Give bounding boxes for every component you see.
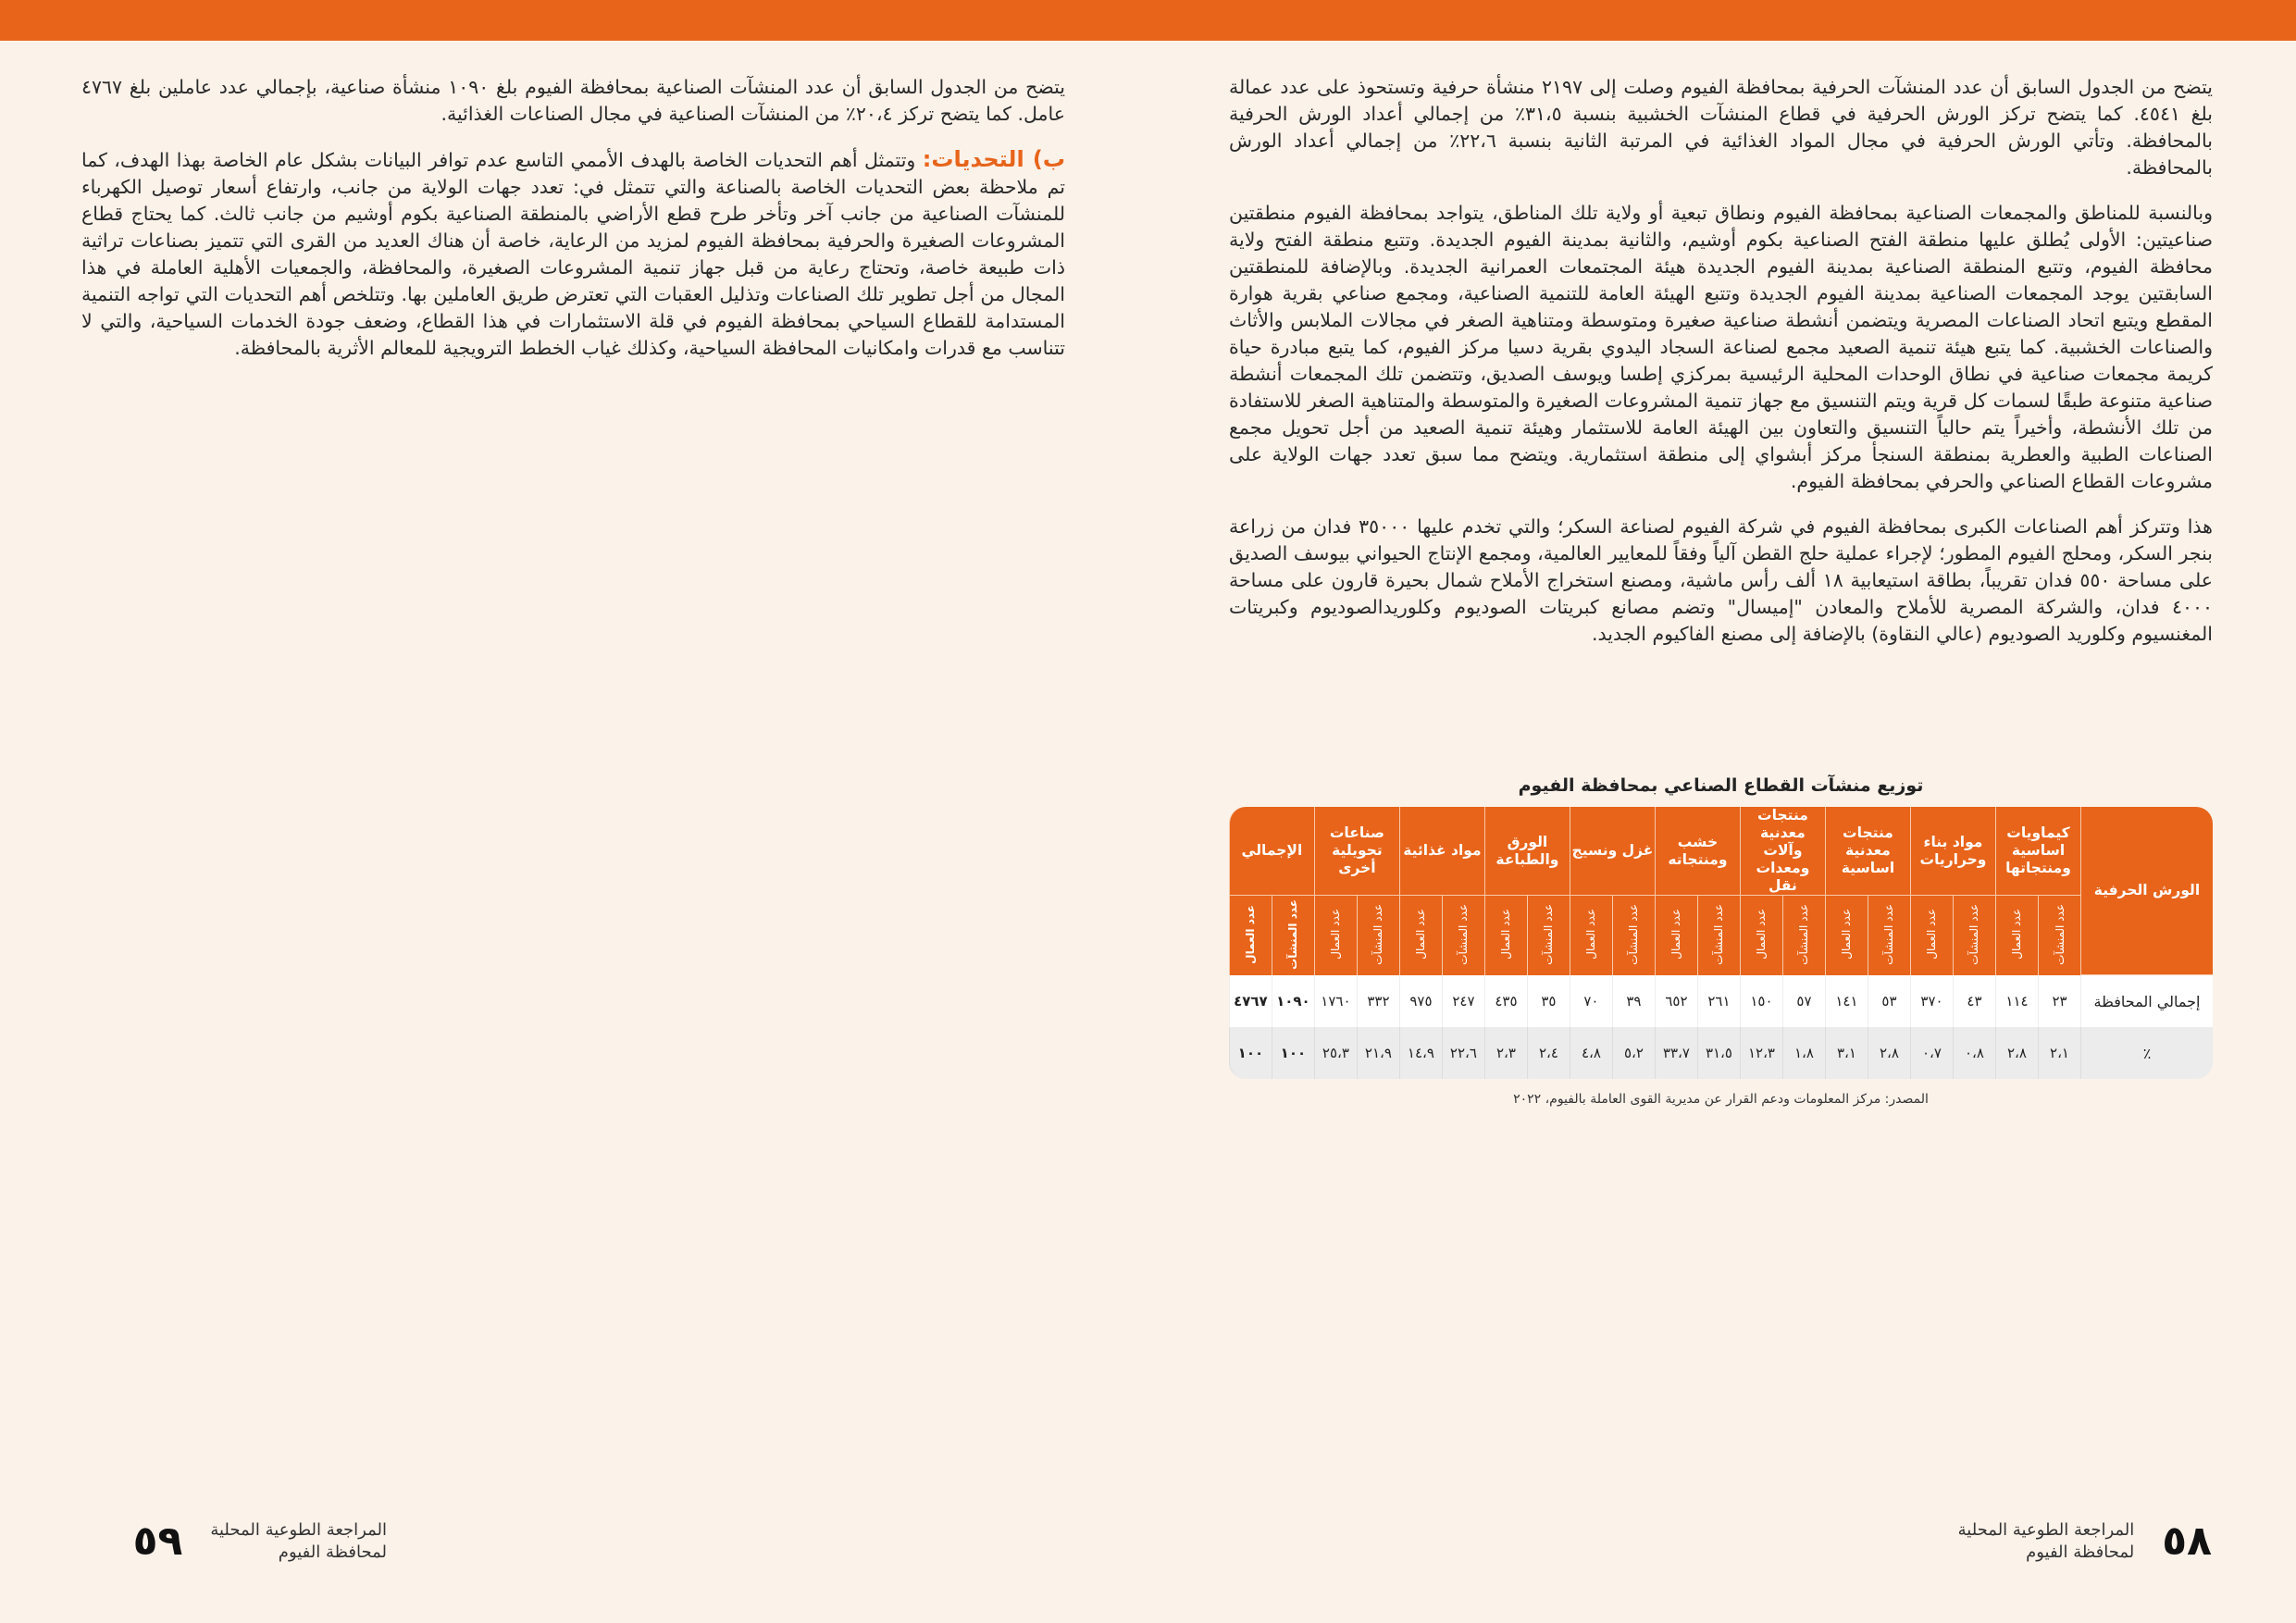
footer-right bbox=[1814, 1518, 2212, 1565]
group-header: منتجات معدنية وآلات ومعدات نقل bbox=[1740, 807, 1825, 896]
challenges-heading: ب) التحديات: bbox=[922, 146, 1066, 172]
subheader-facilities: عدد المنشآت bbox=[1457, 903, 1471, 965]
table-cell: ١٥٠ bbox=[1740, 975, 1782, 1027]
subheader-workers: عدد العمال bbox=[1840, 909, 1854, 960]
left-page-text bbox=[81, 74, 1065, 380]
table-cell: ٥٣ bbox=[1868, 975, 1910, 1027]
footer-line1: المراجعة الطوعية المحلية bbox=[1957, 1519, 2135, 1540]
table-cell: ٧٠ bbox=[1570, 975, 1612, 1027]
table-cell: ٤٣ bbox=[1953, 975, 1995, 1027]
table-cell: ٤،٨ bbox=[1570, 1027, 1612, 1079]
subheader-workers: عدد العمال bbox=[1669, 909, 1683, 960]
group-header: الورق والطباعة bbox=[1484, 807, 1570, 896]
subheader-workers: عدد العمال bbox=[1925, 909, 1939, 960]
challenges-text: وتتمثل أهم التحديات الخاصة بالهدف الأممي التاسع عدم توافر البيانات بشكل عام الخاصة بهذا الهدف، كما تم ملاحظة بعض التحديات الخاصة بالصناعة والتي تتمثل في: تعدد جهات الولاية من جانب، وارتفاع أسعار توصيل الكهرباء للمنشآت الصناعية من جانب آخر وتأخر طرح قطع الأراضي بالمنطقة الصناعية بكوم أوشيم من جانب ثالث. كما يحتاج قطاع المشروعات الصغيرة والحرفية بمحافظة الفيوم لمزيد من الرعاية، خاصة أن هناك العديد من القرى التي تتميز بصناعات تراثية ذات طبيعة خاصة، وتحتاج رعاية من قبل جهاز تنمية المشروعات الصغيرة، والمحافظة، والجمعيات الأهلية العاملة في هذا المجال من أجل تطوير تلك الصناعات وتذليل العقبات التي تعترض طريق العاملين بها. وتتلخص أهم التحديات التي تواجه التنمية المستدامة للقطاع السياحي بمحافظة الفيوم في قلة الاستثمارات في هذا القطاع، وضعف جودة الخدمات السياحية، والتي لا تتناسب مع قدرات وامكانيات المحافظة السياحية، وكذلك غياب الخطط الترويجية للمعالم الأثرية بالمحافظة. bbox=[81, 149, 1065, 359]
table-row-governorate-total bbox=[1229, 975, 2213, 1027]
subheader-facilities: عدد المنشآت bbox=[1371, 903, 1385, 965]
table-cell-total: ٤٧٦٧ bbox=[1229, 975, 1272, 1027]
table-cell: ٢،٨ bbox=[1995, 1027, 2038, 1079]
table-cell: ٣٩ bbox=[1612, 975, 1655, 1027]
right-page-text bbox=[1229, 74, 2213, 666]
table-cell: ٢٥،٣ bbox=[1314, 1027, 1357, 1079]
table-cell: ٢٤٧ bbox=[1442, 975, 1484, 1027]
table-cell: ٢،١ bbox=[2038, 1027, 2080, 1079]
subheader-facilities: عدد المنشآت bbox=[1542, 903, 1556, 965]
footer-line2: لمحافظة الفيوم bbox=[2026, 1542, 2135, 1562]
page-number: ٥٩ bbox=[132, 1518, 183, 1565]
subheader-workers: عدد العمال bbox=[1329, 909, 1343, 960]
table-cell: ٣٣،٧ bbox=[1655, 1027, 1697, 1079]
table-cell: ٢٣ bbox=[2038, 975, 2080, 1027]
subheader-facilities: عدد المنشآت bbox=[1882, 903, 1896, 965]
group-header: مواد غذائية bbox=[1399, 807, 1484, 896]
table-cell: ٢٦١ bbox=[1697, 975, 1740, 1027]
table-cell: ٤٣٥ bbox=[1484, 975, 1527, 1027]
table-cell: ٣٧٠ bbox=[1910, 975, 1953, 1027]
subheader-workers: عدد العمال bbox=[2010, 909, 2024, 960]
table-source: المصدر: مركز المعلومات ودعم القرار عن مديرية القوى العاملة بالفيوم، ٢٠٢٢ bbox=[1513, 1092, 1929, 1107]
group-header: غزل ونسيج bbox=[1570, 807, 1655, 896]
group-header: خشب ومنتجاته bbox=[1655, 807, 1740, 896]
paragraph-industrial-zones: وبالنسبة للمناطق والمجمعات الصناعية بمحافظة الفيوم ونطاق تبعية أو ولاية تلك المناطق، يتواجد بمحافظة الفيوم منطقتين صناعيتين: الأولى يُطلق عليها منطقة الفتح الصناعية بكوم أوشيم، والثانية بمدينة الفيوم الجديدة. وتتبع منطقة الفتح ولاية محافظة الفيوم، وتتبع المنطقة الصناعية بمدينة الفيوم الجديدة هيئة المجتمعات العمرانية الجديدة. وبالإضافة للمنطقتين السابقتين يوجد المجمعات الصناعية بمدينة الفيوم الجديدة وتتبع الهيئة العامة للتنمية الصناعية، ومجمع صناعي بقرية هوارة المقطع ويتبع اتحاد الصناعات المصرية ويتضمن أنشطة صناعية صغيرة ومتوسطة ومتناهية الصغر في مجالات الملابس والأثاث والصناعات الخشبية. كما يتبع هيئة تنمية الصعيد مجمع لصناعة السجاد اليدوي بقرية دسيا مركز الفيوم، كما يتبع مبادرة حياة كريمة مجمعات صناعية في نطاق الوحدات المحلية الرئيسية بمركزي إطسا ويوسف الصديق، وتتضمن تلك المجمعات أنشطة صناعية متنوعة طبقًا لسمات كل قرية ويتم التنسيق مع جهاز تنمية المشروعات الصغيرة والمتوسطة والمتناهية الصغر للاستفادة من تلك الأنشطة، وأخيراً يتم حالياً التنسيق والتعاون بين الهيئة العامة للاستثمار وهيئة تنمية الصعيد من أجل تحويل مجمع الصناعات الطبية والعطرية بمنطقة السنجأ مركز أبشواي إلى منطقة استثمارية. ويتضح مما سبق تعدد جهات الولاية على مشروعات القطاع الصناعي والحرفي بمحافظة الفيوم. bbox=[1229, 202, 2213, 492]
footer-caption bbox=[210, 1519, 387, 1564]
paragraph-challenges bbox=[81, 146, 1065, 362]
page-number: ٥٨ bbox=[2162, 1518, 2212, 1565]
industrial-distribution-table bbox=[1229, 775, 2213, 1107]
paragraph-industrial-summary: يتضح من الجدول السابق أن عدد المنشآت الصناعية بمحافظة الفيوم بلغ ١٠٩٠ منشأة صناعية، بإجمالي عدد عاملين بلغ ٤٧٦٧ عامل. كما يتضح تركز ٢٠،٤٪ من المنشآت الصناعية في مجال الصناعات الغذائية. bbox=[81, 76, 1065, 125]
table-row-percent bbox=[1229, 1027, 2213, 1079]
table-cell: ٣،١ bbox=[1825, 1027, 1868, 1079]
corner-header: الورش الحرفية bbox=[2080, 807, 2213, 975]
table-cell: ١٢،٣ bbox=[1740, 1027, 1782, 1079]
table-cell: ٢٢،٦ bbox=[1442, 1027, 1484, 1079]
subheader-facilities: عدد المنشآت bbox=[1627, 903, 1641, 965]
table-cell: ١١٤ bbox=[1995, 975, 2038, 1027]
table-cell: ٣١،٥ bbox=[1697, 1027, 1740, 1079]
subheader-facilities: عدد المنشآت bbox=[1712, 903, 1726, 965]
table-cell: ٠،٧ bbox=[1910, 1027, 1953, 1079]
table-cell-total: ١٠٠ bbox=[1272, 1027, 1314, 1079]
table-cell: ٦٥٢ bbox=[1655, 975, 1697, 1027]
table-cell: ١٤،٩ bbox=[1399, 1027, 1442, 1079]
group-header: مواد بناء وحراريات bbox=[1910, 807, 1995, 896]
footer-left bbox=[81, 1518, 387, 1565]
table-cell: ٩٧٥ bbox=[1399, 975, 1442, 1027]
group-header: كيماويات اساسية ومنتجاتها bbox=[1995, 807, 2080, 896]
subheader-facilities-total: عدد المنشآت bbox=[1286, 898, 1300, 970]
subheader-workers: عدد العمال bbox=[1499, 909, 1513, 960]
group-header-total: الإجمالي bbox=[1229, 807, 1314, 896]
footer-caption bbox=[1958, 1519, 2135, 1564]
row-label: إجمالي المحافظة bbox=[2080, 975, 2213, 1027]
subheader-workers: عدد العمال bbox=[1584, 909, 1598, 960]
row-label: ٪ bbox=[2080, 1027, 2213, 1079]
table-cell: ١٤١ bbox=[1825, 975, 1868, 1027]
table-cell: ٢،٤ bbox=[1527, 1027, 1570, 1079]
footer-line1: المراجعة الطوعية المحلية bbox=[210, 1519, 387, 1540]
table-cell: ٠،٨ bbox=[1953, 1027, 1995, 1079]
table-cell: ٢،٣ bbox=[1484, 1027, 1527, 1079]
group-header: صناعات تحويلية أخرى bbox=[1314, 807, 1399, 896]
subheader-facilities: عدد المنشآت bbox=[2053, 903, 2066, 965]
table-title: توزيع منشآت القطاع الصناعي بمحافظة الفيوم bbox=[1518, 775, 1924, 796]
table-cell: ٢،٨ bbox=[1868, 1027, 1910, 1079]
table-cell: ٣٣٢ bbox=[1357, 975, 1399, 1027]
group-header: منتجات معدنية اساسية bbox=[1825, 807, 1910, 896]
top-orange-bar bbox=[0, 0, 2296, 41]
data-table bbox=[1229, 807, 2213, 1079]
table-cell: ١٧٦٠ bbox=[1314, 975, 1357, 1027]
table-cell: ٢١،٩ bbox=[1357, 1027, 1399, 1079]
table-cell: ١،٨ bbox=[1782, 1027, 1825, 1079]
table-cell: ٥٧ bbox=[1782, 975, 1825, 1027]
table-cell-total: ١٠٩٠ bbox=[1272, 975, 1314, 1027]
subheader-workers-total: عدد العمال bbox=[1244, 904, 1258, 964]
footer-line2: لمحافظة الفيوم bbox=[278, 1542, 387, 1562]
subheader-workers: عدد العمال bbox=[1414, 909, 1428, 960]
subheader-workers: عدد العمال bbox=[1755, 909, 1769, 960]
subheader-facilities: عدد المنشآت bbox=[1967, 903, 1981, 965]
paragraph-crafts: يتضح من الجدول السابق أن عدد المنشآت الحرفية بمحافظة الفيوم وصلت إلى ٢١٩٧ منشأة حرفية وتستحوذ على عدد عمالة بلغ ٤٥٤١. كما يتضح تركز الورش الحرفية في قطاع المنشآت الخشبية بنسبة ٣١،٥٪ من إجمالي أعداد الورش الحرفية بالمحافظة. وتأتي الورش الحرفية في مجال المواد الغذائية في المرتبة الثانية بنسبة ٢٢،٦٪ من إجمالي أعداد الورش بالمحافظة. bbox=[1229, 76, 2214, 179]
subheader-facilities: عدد المنشآت bbox=[1797, 903, 1811, 965]
paragraph-major-industries: هذا وتتركز أهم الصناعات الكبرى بمحافظة الفيوم في شركة الفيوم لصناعة السكر؛ والتي تخدم عليها ٣٥٠٠٠ فدان من زراعة بنجر السكر، ومحلج الفيوم المطور؛ لإجراء عملية حلج القطن آلياً وفقاً للمعايير العالمية، ومجمع الإنتاج الحيواني بيوسف الصديق على مساحة ٥٥٠ فدان تقريباً، بطاقة استيعابية ١٨ ألف رأس ماشية، ومصنع استخراج الأملاح شمال بحيرة قارون على مساحة ٤٠٠٠ فدان، والشركة المصرية للأملاح والمعادن "إميسال" وتضم مصانع كبريتات الصوديوم وكلوريدالصوديوم وكبريتات المغنسيوم وكلوريد الصوديوم (عالي النقاوة) بالإضافة إلى مصنع الفاكيوم الجديد. bbox=[1229, 515, 2213, 645]
table-cell: ٥،٢ bbox=[1612, 1027, 1655, 1079]
table-cell-total: ١٠٠ bbox=[1229, 1027, 1272, 1079]
table-cell: ٣٥ bbox=[1527, 975, 1570, 1027]
